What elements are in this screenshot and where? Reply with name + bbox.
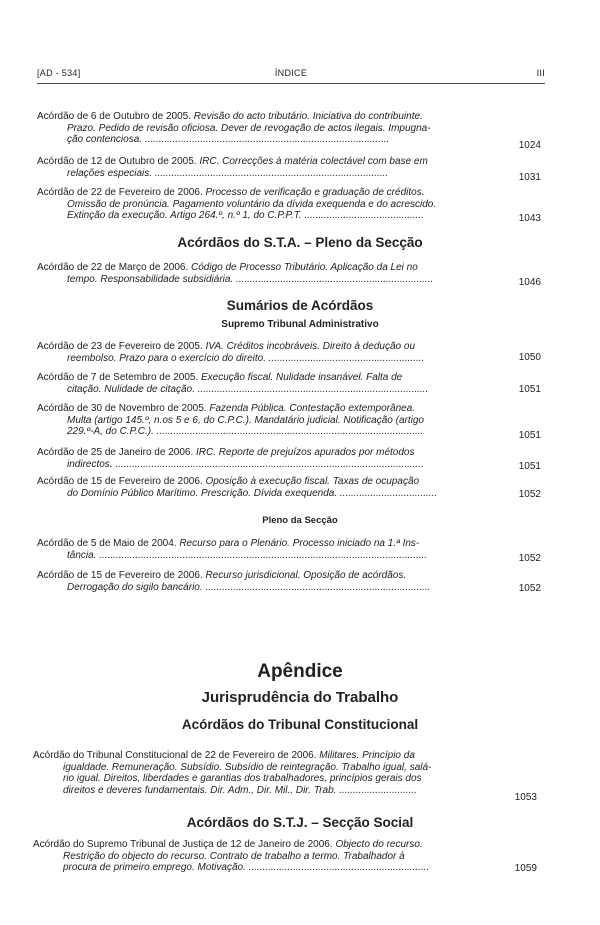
subsection-heading-supremo: Supremo Tribunal Administrativo [221,319,379,330]
entry-subject: 229.º-A, do C.P.C.). ................................................................................................ [67,426,424,438]
entry-subject: ção contenciosa. ........................................................................................ [67,134,390,146]
entry-subject: do Domínio Público Marítimo. Prescrição. Dívida exequenda. ................................... [67,487,438,499]
entry-line [37,341,497,353]
entry-page: 1051 [518,430,541,441]
entry-page: 1031 [518,172,541,183]
entry-line [33,851,493,863]
entry-subject: igualdade. Remuneração. Subsídio. Subsídio de reintegração. Trabalho igual, salá- [63,761,432,773]
entry-line [37,538,497,550]
header-page-number: III [536,68,545,78]
entry-line [37,384,497,396]
entry-subject: Militares. Princípio da [319,750,415,761]
entry-line [33,750,493,762]
entry-line [37,156,497,168]
entry-subject: procura de primeiro emprego. Motivação. ................................................................. [63,862,430,874]
page-header [37,66,545,82]
entry-line [37,582,497,594]
toc-entry [37,538,497,561]
toc-entry [37,111,497,146]
entry-subject: IRC. Correcções à matéria colectável com base em [199,156,428,167]
header-rule [37,83,545,84]
entry-date: Acórdão de 7 de Setembro de 2005. [37,372,199,383]
entry-line [37,111,497,123]
entry-line [37,353,497,365]
entry-date: Acórdão de 15 de Fevereiro de 2006. [37,476,203,487]
entry-subject: Prazo. Pedido de revisão oficiosa. Dever de revogação de actos ilegais. Impugna- [67,122,431,134]
entry-subject: Recurso para o Plenário. Processo iniciado na 1.ª Ins- [179,538,420,549]
entry-subject: IVA. Créditos incobráveis. Direito à dedução ou [205,341,416,352]
entry-subject: Derrogação do sigilo bancário. ................................................................................. [67,581,431,593]
entry-date: Acórdão de 12 de Outubro de 2005. [37,156,197,167]
entry-date: Acórdão de 30 de Novembro de 2005. [37,403,207,414]
entry-subject: Processo de verificação e graduação de créditos. [205,187,425,198]
subsection-heading-pleno: Pleno da Secção [262,515,338,526]
entry-page: 1043 [518,213,541,224]
entry-line [37,210,497,222]
toc-entry [37,570,497,593]
entry-page: 1059 [514,863,537,874]
entry-line [37,262,497,274]
entry-subject: citação. Nulidade de citação. ................................................................................... [67,383,429,395]
section-heading-stj-social: Acórdãos do S.T.J. – Secção Social [186,815,414,830]
toc-entry [37,156,497,179]
entry-subject: tempo. Responsabilidade subsidiária. ....................................................................... [67,273,434,285]
header-title: ÍNDICE [274,68,308,78]
entry-subject: Restrição do objecto do recurso. Contrato de trabalho a termo. Trabalhador à [63,850,405,862]
entry-line [33,762,493,774]
entry-line [37,168,497,180]
entry-page: 1024 [518,140,541,151]
entry-subject: tância. ...................................................................................................................... [67,549,428,561]
entry-date: Acórdão de 23 de Fevereiro de 2005. [37,341,203,352]
entry-date: Acórdão de 25 de Janeiro de 2006. [37,447,194,458]
entry-line [37,447,497,459]
entry-subject: IRC. Reporte de prejuízos apurados por métodos [196,447,415,458]
toc-entry [37,476,497,499]
toc-entry [37,187,497,222]
entry-line [37,550,497,562]
entry-subject: Multa (artigo 145.º, n.os 5 e 6, do C.P.C.). Mandatário judicial. Notificação (artigo [67,414,424,426]
entry-date: Acórdão do Tribunal Constitucional de 22 de Fevereiro de 2006. [33,750,317,761]
entry-line [37,426,497,438]
entry-subject: Oposição à execução fiscal. Taxas de ocupação [205,476,420,487]
entry-line [37,415,497,427]
toc-entry [33,839,493,874]
toc-entry [37,403,497,438]
entry-line [37,187,497,199]
entry-date: Acórdão de 22 de Fevereiro de 2006. [37,187,203,198]
entry-subject: Objecto do recurso. [335,839,423,850]
toc-entry [37,372,497,395]
entry-page: 1052 [518,489,541,500]
section-heading-tribunal-constitucional: Acórdãos do Tribunal Constitucional [181,717,419,732]
entry-subject: Execução fiscal. Nulidade insanável. Falta de [201,372,403,383]
entry-line [33,862,493,874]
toc-entry [33,750,493,796]
entry-line [37,403,497,415]
entry-subject: rio igual. Direitos, liberdades e garantias dos trabalhadores, princípios gerais dos [63,773,422,785]
entry-date: Acórdão de 5 de Maio de 2004. [37,538,177,549]
entry-subject: Recurso jurisdicional. Oposição de acórdãos. [205,570,407,581]
entry-subject: direitos e deveres fundamentais. Dir. Adm., Dir. Mil., Dir. Trab. ............................ [63,784,417,796]
entry-line [37,274,497,286]
entry-page: 1051 [518,461,541,472]
header-left: [AD - 534] [37,68,81,78]
entry-line [37,570,497,582]
entry-line [37,134,497,146]
entry-page: 1046 [518,277,541,288]
entry-page: 1053 [514,792,537,803]
entry-date: Acórdão do Supremo Tribunal de Justiça de 12 de Janeiro de 2006. [33,839,333,850]
entry-date: Acórdão de 6 de Outubro de 2005. [37,111,192,122]
toc-entry [37,262,497,285]
entry-subject: Extinção da execução. Artigo 264.º, n.º 1, do C.P.P.T. ........................................... [67,210,424,222]
entry-subject: Código de Processo Tributário. Aplicação da Lei no [191,262,418,273]
entry-page: 1050 [518,352,541,363]
entry-subject: relações especiais. .................................................................................... [67,167,389,179]
entry-date: Acórdão de 22 de Março de 2006. [37,262,189,273]
entry-subject: indirectos. ............................................................................................................... [67,458,424,470]
entry-line [33,839,493,851]
entry-line [37,488,497,500]
toc-entry [37,341,497,364]
entry-line [37,459,497,471]
entry-line [37,372,497,384]
toc-entry [37,447,497,470]
entry-subject: Revisão do acto tributário. Iniciativa do contribuinte. [193,111,423,122]
entry-page: 1051 [518,384,541,395]
entry-page: 1052 [518,553,541,564]
entry-line [33,773,493,785]
entry-line [33,785,493,797]
entry-subject: reembolso. Prazo para o exercício do direito. ........................................................ [67,352,425,364]
section-heading-sta-pleno: Acórdãos do S.T.A. – Pleno da Secção [177,235,423,250]
entry-page: 1052 [518,583,541,594]
entry-subject: Fazenda Pública. Contestação extemporânea. [209,403,416,414]
entry-date: Acórdão de 15 de Fevereiro de 2006. [37,570,203,581]
section-heading-sumarios: Sumários de Acórdãos [226,298,374,313]
entry-line [37,199,497,211]
entry-line [37,476,497,488]
heading-apendice: Apêndice [257,661,343,682]
heading-jurisprudencia: Jurisprudência do Trabalho [201,689,399,706]
entry-line [37,123,497,135]
entry-subject: Omissão de pronúncia. Pagamento voluntário da dívida exequenda e do acrescido. [67,198,437,210]
